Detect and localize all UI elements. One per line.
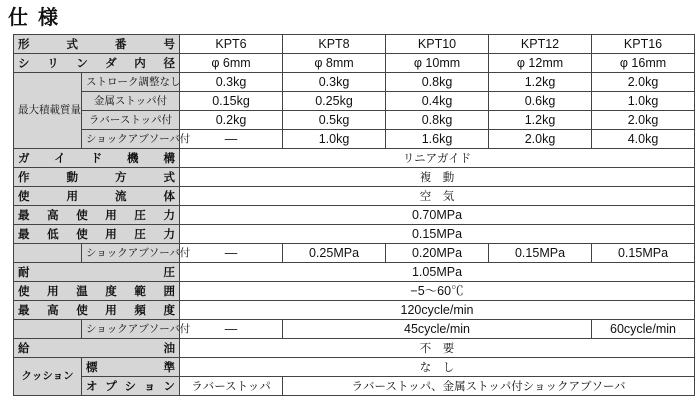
table-row-model (14, 35, 695, 54)
cushion-standard-value: な し (180, 358, 695, 377)
cushion-standard-label: 標準 (82, 358, 180, 377)
bore-value: φ 8mm (283, 54, 386, 73)
lubrication-label: 給油 (14, 339, 180, 358)
max-load-value: — (180, 130, 283, 149)
table-row-load-shock (14, 130, 695, 149)
table-row-cushion-option (14, 377, 695, 396)
max-load-value: 4.0kg (592, 130, 695, 149)
max-load-value: 0.3kg (283, 73, 386, 92)
min-pressure-sub-value: 0.20MPa (386, 244, 489, 263)
max-load-value: 1.2kg (489, 111, 592, 130)
max-pressure-label: 最高使用圧力 (14, 206, 180, 225)
max-load-value: 0.3kg (180, 73, 283, 92)
max-freq-sub-value: 60cycle/min (592, 320, 695, 339)
table-row-temperature (14, 282, 695, 301)
bore-value: φ 12mm (489, 54, 592, 73)
max-load-sub-label: 金属ストッパ付 (82, 92, 180, 111)
max-load-value: 0.6kg (489, 92, 592, 111)
table-row-cushion-standard (14, 358, 695, 377)
max-load-value: 2.0kg (592, 73, 695, 92)
blank-cell (14, 320, 82, 339)
cushion-option-kpt6: ラバーストッパ (180, 377, 283, 396)
max-freq-sub-value: 45cycle/min (283, 320, 592, 339)
max-load-value: 2.0kg (592, 111, 695, 130)
temperature-value: −5〜60℃ (180, 282, 695, 301)
model-kpt12: KPT12 (489, 35, 592, 54)
action-value: 複 動 (180, 168, 695, 187)
cushion-option-label: オプション (82, 377, 180, 396)
max-freq-value: 120cycle/min (180, 301, 695, 320)
table-row-bore (14, 54, 695, 73)
max-load-value: 1.6kg (386, 130, 489, 149)
spec-table (13, 34, 695, 396)
bore-value: φ 16mm (592, 54, 695, 73)
max-load-group-label: 最大積載質量 (14, 73, 82, 149)
max-load-sub-label: ショックアブソーバ付 (82, 130, 180, 149)
guide-value: リニアガイド (180, 149, 695, 168)
max-load-value: 0.8kg (386, 111, 489, 130)
min-pressure-label: 最低使用圧力 (14, 225, 180, 244)
table-row-min-pressure (14, 225, 695, 244)
min-pressure-sub-label: ショックアブソーバ付 (82, 244, 180, 263)
table-row-load-rubber (14, 111, 695, 130)
max-pressure-value: 0.70MPa (180, 206, 695, 225)
guide-label: ガイド機構 (14, 149, 180, 168)
model-kpt8: KPT8 (283, 35, 386, 54)
bore-label: シリンダ内径 (14, 54, 180, 73)
table-row-fluid (14, 187, 695, 206)
model-kpt16: KPT16 (592, 35, 695, 54)
max-load-value: 0.4kg (386, 92, 489, 111)
model-kpt6: KPT6 (180, 35, 283, 54)
max-load-value: 0.8kg (386, 73, 489, 92)
cushion-option-others: ラバーストッパ、金属ストッパ付ショックアブソーバ (283, 377, 695, 396)
min-pressure-value: 0.15MPa (180, 225, 695, 244)
table-row-max-freq (14, 301, 695, 320)
table-row-max-freq-shock (14, 320, 695, 339)
blank-cell (14, 244, 82, 263)
action-label: 作動方式 (14, 168, 180, 187)
temperature-label: 使用温度範囲 (14, 282, 180, 301)
max-load-value: 2.0kg (489, 130, 592, 149)
lubrication-value: 不 要 (180, 339, 695, 358)
max-freq-sub-value: — (180, 320, 283, 339)
bore-value: φ 6mm (180, 54, 283, 73)
table-row-load-none (14, 73, 695, 92)
fluid-label: 使用流体 (14, 187, 180, 206)
max-load-value: 0.5kg (283, 111, 386, 130)
table-row-proof-pressure (14, 263, 695, 282)
page-title: 仕様 (8, 5, 68, 29)
table-row-action (14, 168, 695, 187)
max-freq-sub-label: ショックアブソーバ付 (82, 320, 180, 339)
min-pressure-sub-value: 0.25MPa (283, 244, 386, 263)
model-label: 形式番号 (14, 35, 180, 54)
max-load-value: 1.0kg (592, 92, 695, 111)
min-pressure-sub-value: — (180, 244, 283, 263)
max-load-value: 1.0kg (283, 130, 386, 149)
max-freq-label: 最高使用頻度 (14, 301, 180, 320)
max-load-value: 0.15kg (180, 92, 283, 111)
max-load-value: 1.2kg (489, 73, 592, 92)
table-row-guide (14, 149, 695, 168)
fluid-value: 空 気 (180, 187, 695, 206)
max-load-value: 0.25kg (283, 92, 386, 111)
model-kpt10: KPT10 (386, 35, 489, 54)
min-pressure-sub-value: 0.15MPa (489, 244, 592, 263)
table-row-max-pressure (14, 206, 695, 225)
table-row-lubrication (14, 339, 695, 358)
bore-value: φ 10mm (386, 54, 489, 73)
cushion-group-label: クッション (14, 358, 82, 396)
proof-pressure-label: 耐圧 (14, 263, 180, 282)
table-row-load-metal (14, 92, 695, 111)
max-load-sub-label: ストローク調整なし (82, 73, 180, 92)
proof-pressure-value: 1.05MPa (180, 263, 695, 282)
max-load-sub-label: ラバーストッパ付 (82, 111, 180, 130)
table-row-min-pressure-shock (14, 244, 695, 263)
max-load-value: 0.2kg (180, 111, 283, 130)
min-pressure-sub-value: 0.15MPa (592, 244, 695, 263)
